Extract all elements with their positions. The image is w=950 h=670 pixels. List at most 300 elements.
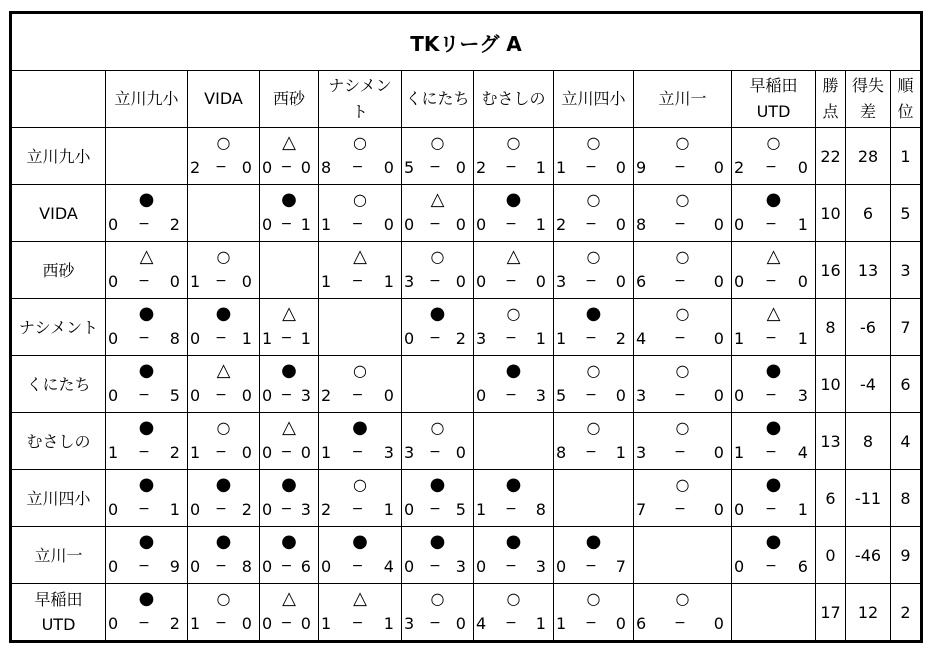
match-cell	[106, 584, 188, 642]
goals-against: 2	[615, 328, 627, 348]
match-score	[402, 610, 473, 636]
header-row	[11, 71, 922, 128]
self-match-cell	[106, 128, 188, 185]
goals-against: 0	[713, 214, 725, 234]
win-mark-icon: ○	[675, 190, 690, 209]
goals-against: 0	[713, 442, 725, 462]
match-cell	[319, 413, 402, 470]
score-dash: −	[351, 273, 365, 289]
goals-against: 0	[713, 271, 725, 291]
match-score	[554, 268, 633, 294]
match-score	[106, 268, 187, 294]
self-match-cell	[319, 299, 402, 356]
score-dash: −	[429, 273, 442, 289]
score-dash: −	[585, 387, 598, 403]
goals-against: 1	[797, 328, 809, 348]
row-team-name	[11, 356, 106, 413]
rank-cell: 7	[891, 299, 922, 356]
match-cell	[402, 128, 474, 185]
goals-for: 0	[734, 385, 746, 405]
rank-cell: 4	[891, 413, 922, 470]
goals-against: 7	[615, 556, 627, 576]
goal-diff-cell: -4	[846, 356, 891, 413]
points-cell: 10	[816, 185, 846, 242]
score-dash: −	[138, 387, 151, 403]
score-dash: −	[351, 501, 365, 517]
win-mark-icon: ○	[353, 133, 367, 152]
goals-against: 1	[797, 499, 809, 519]
match-cell	[188, 584, 260, 642]
score-dash: −	[505, 558, 518, 574]
score-dash: −	[674, 615, 687, 631]
row-team-name	[11, 185, 106, 242]
win-mark-icon: ○	[586, 190, 601, 209]
goals-against: 0	[615, 271, 627, 291]
table-row	[11, 413, 922, 470]
goals-for: 4	[476, 613, 488, 633]
win-mark-icon: ○	[353, 361, 367, 380]
column-header-team	[319, 71, 402, 128]
score-dash: −	[429, 330, 442, 346]
loss-mark-icon: ●	[352, 531, 368, 552]
self-match-cell	[554, 470, 634, 527]
goals-for: 0	[734, 271, 746, 291]
row-team-name	[11, 584, 106, 642]
label-line: 立川四小	[561, 89, 626, 108]
goals-for: 3	[636, 385, 648, 405]
loss-mark-icon: ●	[505, 531, 522, 552]
rank-cell: 8	[891, 470, 922, 527]
goals-against: 5	[169, 385, 181, 405]
table-row	[11, 356, 922, 413]
score-dash: −	[138, 444, 151, 460]
score-dash: −	[215, 444, 228, 460]
loss-mark-icon: ●	[765, 417, 782, 438]
goals-for: 0	[262, 157, 274, 177]
goals-for: 0	[108, 499, 120, 519]
match-score	[188, 268, 259, 294]
loss-mark-icon: ●	[429, 474, 446, 495]
score-dash: −	[215, 558, 228, 574]
goals-for: 0	[262, 556, 274, 576]
table-row	[11, 242, 922, 299]
corner-cell	[11, 71, 106, 128]
draw-mark-icon: △	[353, 588, 367, 609]
match-score	[732, 382, 815, 408]
match-score	[188, 610, 259, 636]
draw-mark-icon: △	[282, 303, 296, 324]
goals-against: 8	[241, 556, 253, 576]
column-header-goal-diff	[846, 71, 891, 128]
score-dash: −	[505, 159, 518, 175]
match-cell	[106, 413, 188, 470]
win-mark-icon: ○	[675, 361, 690, 380]
score-dash: −	[215, 273, 228, 289]
match-score	[554, 154, 633, 180]
self-match-cell	[634, 527, 732, 584]
match-score	[634, 610, 731, 636]
loss-mark-icon: ●	[505, 360, 522, 381]
match-cell	[188, 128, 260, 185]
goals-for: 3	[476, 328, 488, 348]
goals-for: 0	[108, 271, 120, 291]
match-score	[260, 439, 318, 465]
goals-against: 1	[535, 328, 547, 348]
table-row	[11, 299, 922, 356]
match-cell	[402, 470, 474, 527]
loss-mark-icon: ●	[138, 189, 155, 210]
label-line: 点	[822, 102, 839, 121]
score-dash: −	[674, 216, 687, 232]
goals-for: 3	[636, 442, 648, 462]
goals-against: 9	[169, 556, 181, 576]
column-header-team	[106, 71, 188, 128]
goal-diff-cell: 28	[846, 128, 891, 185]
match-cell	[554, 299, 634, 356]
match-cell	[634, 470, 732, 527]
goals-for: 3	[404, 613, 416, 633]
goals-for: 8	[556, 442, 568, 462]
goals-for: 5	[556, 385, 568, 405]
match-cell	[402, 413, 474, 470]
goal-diff-cell: 13	[846, 242, 891, 299]
loss-mark-icon: ●	[765, 189, 782, 210]
score-dash: −	[505, 273, 518, 289]
goals-against: 8	[169, 328, 181, 348]
loss-mark-icon: ●	[138, 474, 155, 495]
label-line: 立川四小	[26, 488, 91, 508]
row-team-name	[11, 128, 106, 185]
goals-against: 2	[169, 613, 181, 633]
match-score	[319, 439, 401, 465]
goals-against: 1	[535, 157, 547, 177]
win-mark-icon: ○	[586, 589, 601, 608]
win-mark-icon: ○	[430, 247, 445, 266]
label-line: VIDA	[204, 89, 243, 108]
label-line: くにたち	[26, 374, 91, 394]
score-dash: −	[280, 387, 294, 403]
table-body	[11, 128, 922, 642]
match-score	[474, 211, 553, 237]
match-score	[402, 439, 473, 465]
match-cell	[106, 299, 188, 356]
goals-for: 1	[190, 613, 202, 633]
match-score	[188, 325, 259, 351]
match-cell	[260, 356, 319, 413]
goal-diff-cell: -46	[846, 527, 891, 584]
match-score	[319, 211, 401, 237]
draw-mark-icon: △	[282, 132, 296, 153]
goals-against: 0	[300, 613, 312, 633]
goals-for: 1	[321, 214, 333, 234]
goals-for: 0	[262, 499, 274, 519]
match-score	[402, 268, 473, 294]
loss-mark-icon: ●	[215, 474, 232, 495]
match-cell	[474, 128, 554, 185]
match-score	[732, 268, 815, 294]
match-cell	[474, 356, 554, 413]
match-score	[106, 325, 187, 351]
goals-against: 2	[455, 328, 467, 348]
loss-mark-icon: ●	[505, 474, 522, 495]
win-mark-icon: ○	[216, 418, 231, 437]
match-cell	[474, 242, 554, 299]
goals-for: 0	[262, 613, 274, 633]
match-score	[474, 610, 553, 636]
label-line: 早稲田	[34, 590, 83, 609]
goals-against: 1	[535, 214, 547, 234]
loss-mark-icon: ●	[138, 360, 155, 381]
goals-for: 6	[636, 613, 648, 633]
match-score	[106, 553, 187, 579]
goals-against: 1	[535, 613, 547, 633]
goals-against: 0	[713, 385, 725, 405]
table-row	[11, 470, 922, 527]
goals-against: 0	[713, 499, 725, 519]
goals-for: 3	[404, 442, 416, 462]
win-mark-icon: ○	[766, 133, 781, 152]
score-dash: −	[138, 216, 151, 232]
goals-for: 0	[108, 328, 120, 348]
rank-cell: 5	[891, 185, 922, 242]
draw-mark-icon: △	[282, 588, 296, 609]
match-cell	[634, 413, 732, 470]
score-dash: −	[280, 501, 294, 517]
goals-for: 1	[190, 271, 202, 291]
loss-mark-icon: ●	[352, 417, 368, 438]
label-line: 立川一	[658, 89, 707, 108]
goals-against: 6	[300, 556, 312, 576]
column-header-team	[260, 71, 319, 128]
label-line: 得失	[851, 76, 884, 95]
goals-against: 0	[615, 157, 627, 177]
match-score	[402, 154, 473, 180]
draw-mark-icon: △	[766, 246, 781, 267]
score-dash: −	[585, 558, 598, 574]
score-dash: −	[280, 444, 294, 460]
goals-for: 2	[556, 214, 568, 234]
match-cell	[554, 185, 634, 242]
label-line: 西砂	[272, 89, 305, 108]
match-cell	[188, 299, 260, 356]
match-cell	[474, 470, 554, 527]
score-dash: −	[505, 501, 518, 517]
goals-against: 3	[300, 385, 312, 405]
match-cell	[732, 356, 816, 413]
win-mark-icon: ○	[353, 190, 367, 209]
match-score	[474, 553, 553, 579]
match-score	[732, 211, 815, 237]
score-dash: −	[765, 558, 778, 574]
label-line: 立川九小	[26, 146, 91, 166]
match-cell	[732, 299, 816, 356]
match-score	[732, 439, 815, 465]
rank-cell: 2	[891, 584, 922, 642]
match-score	[554, 553, 633, 579]
match-cell	[106, 470, 188, 527]
win-mark-icon: ○	[430, 133, 445, 152]
label-line: むさしの	[26, 431, 91, 451]
match-cell	[188, 527, 260, 584]
match-score	[554, 211, 633, 237]
goal-diff-cell: -6	[846, 299, 891, 356]
label-line: 勝	[822, 76, 839, 95]
win-mark-icon: ○	[216, 133, 231, 152]
goals-for: 8	[321, 157, 333, 177]
loss-mark-icon: ●	[281, 360, 297, 381]
goals-for: 6	[636, 271, 648, 291]
match-score	[634, 154, 731, 180]
match-score	[474, 496, 553, 522]
win-mark-icon: ○	[675, 133, 690, 152]
match-score	[188, 382, 259, 408]
goals-for: 1	[556, 157, 568, 177]
match-score	[634, 382, 731, 408]
goals-against: 0	[169, 271, 181, 291]
points-cell: 6	[816, 470, 846, 527]
score-dash: −	[765, 159, 778, 175]
goals-against: 0	[713, 328, 725, 348]
goals-against: 0	[797, 157, 809, 177]
match-cell	[474, 185, 554, 242]
match-cell	[260, 584, 319, 642]
points-cell: 0	[816, 527, 846, 584]
goals-for: 8	[636, 214, 648, 234]
goals-against: 0	[455, 613, 467, 633]
score-dash: −	[215, 159, 228, 175]
score-dash: −	[765, 273, 778, 289]
points-cell: 22	[816, 128, 846, 185]
points-cell: 16	[816, 242, 846, 299]
goals-against: 0	[241, 157, 253, 177]
row-team-name	[11, 413, 106, 470]
table-row	[11, 185, 922, 242]
match-score	[554, 610, 633, 636]
match-cell	[319, 128, 402, 185]
match-cell	[319, 584, 402, 642]
column-header-team	[474, 71, 554, 128]
match-score	[474, 268, 553, 294]
match-cell	[319, 185, 402, 242]
match-cell	[260, 128, 319, 185]
score-dash: −	[585, 216, 598, 232]
loss-mark-icon: ●	[429, 303, 446, 324]
win-mark-icon: ○	[506, 304, 521, 323]
match-cell	[554, 356, 634, 413]
match-score	[319, 154, 401, 180]
score-dash: −	[585, 330, 598, 346]
match-score	[402, 553, 473, 579]
score-dash: −	[215, 330, 228, 346]
goals-against: 3	[383, 442, 395, 462]
match-cell	[188, 413, 260, 470]
win-mark-icon: ○	[675, 304, 690, 323]
score-dash: −	[585, 615, 598, 631]
match-cell	[402, 185, 474, 242]
match-cell	[106, 185, 188, 242]
score-dash: −	[280, 159, 294, 175]
match-cell	[402, 527, 474, 584]
match-cell	[106, 356, 188, 413]
score-dash: −	[505, 387, 518, 403]
goals-for: 1	[476, 499, 488, 519]
goals-against: 0	[241, 271, 253, 291]
match-cell	[260, 299, 319, 356]
row-team-name	[11, 527, 106, 584]
match-score	[554, 325, 633, 351]
win-mark-icon: ○	[506, 133, 521, 152]
goals-against: 3	[797, 385, 809, 405]
score-dash: −	[674, 159, 687, 175]
goals-for: 1	[556, 328, 568, 348]
goals-against: 1	[241, 328, 253, 348]
goals-for: 1	[321, 613, 333, 633]
goals-for: 0	[476, 271, 488, 291]
goals-against: 0	[383, 214, 395, 234]
goals-for: 1	[556, 613, 568, 633]
label-line: 早稲田	[749, 76, 798, 95]
self-match-cell	[474, 413, 554, 470]
goals-for: 5	[404, 157, 416, 177]
loss-mark-icon: ●	[281, 474, 297, 495]
goals-for: 0	[734, 499, 746, 519]
match-score	[106, 496, 187, 522]
points-cell: 8	[816, 299, 846, 356]
score-dash: −	[351, 159, 365, 175]
win-mark-icon: ○	[675, 589, 690, 608]
match-score	[402, 325, 473, 351]
match-cell	[634, 242, 732, 299]
self-match-cell	[188, 185, 260, 242]
table-title: TKリーグ A	[11, 13, 922, 71]
win-mark-icon: ○	[586, 361, 601, 380]
draw-mark-icon: △	[430, 189, 445, 210]
loss-mark-icon: ●	[281, 531, 297, 552]
match-score	[260, 610, 318, 636]
points-cell: 17	[816, 584, 846, 642]
goals-against: 3	[535, 556, 547, 576]
match-score	[106, 439, 187, 465]
match-cell	[106, 242, 188, 299]
match-score	[554, 382, 633, 408]
rank-cell: 9	[891, 527, 922, 584]
match-cell	[188, 356, 260, 413]
goal-diff-cell: 8	[846, 413, 891, 470]
table-row	[11, 527, 922, 584]
goals-for: 7	[636, 499, 648, 519]
draw-mark-icon: △	[506, 246, 521, 267]
match-cell	[474, 584, 554, 642]
win-mark-icon: ○	[586, 247, 601, 266]
goals-against: 0	[300, 157, 312, 177]
label-line: UTD	[756, 102, 791, 121]
goals-against: 0	[455, 157, 467, 177]
score-dash: −	[505, 330, 518, 346]
label-line: くにたち	[405, 89, 470, 108]
loss-mark-icon: ●	[585, 531, 602, 552]
match-score	[474, 325, 553, 351]
match-cell	[402, 584, 474, 642]
score-dash: −	[429, 159, 442, 175]
win-mark-icon: ○	[675, 247, 690, 266]
goals-for: 1	[734, 442, 746, 462]
match-cell	[634, 584, 732, 642]
match-score	[260, 496, 318, 522]
match-cell	[260, 527, 319, 584]
match-cell	[554, 584, 634, 642]
goals-for: 0	[404, 499, 416, 519]
goals-for: 0	[190, 499, 202, 519]
